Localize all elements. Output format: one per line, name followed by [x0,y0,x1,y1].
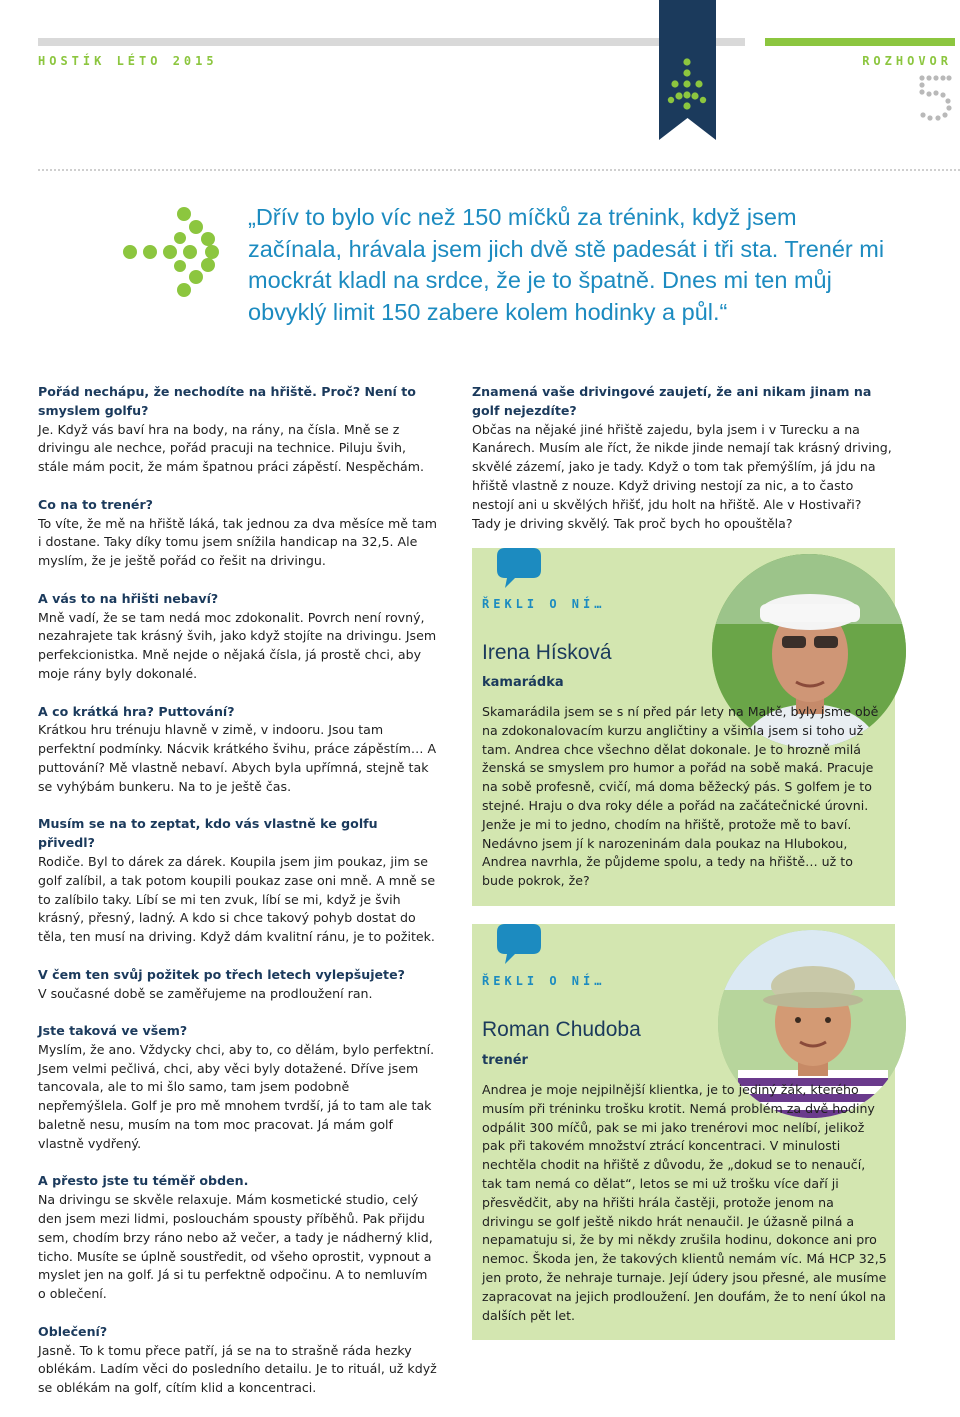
answer: Jasně. To k tomu přece patří, já se na to strašně ráda hezky oblékám. Ladím věci do posledního detailu. Je to rituál, už když se oblékám na golf, cítím klid a koncentraci. [38,1342,437,1396]
answer: Je. Když vás baví hra na body, na rány, na čísla. Mně se z drivingu ale nechce, pořád pracuji na technice. Piluju švih, stále mám pocit, že mám špatnou práci zápěstí. Nespěchám. [38,421,425,475]
person-name: Irena Hísková [482,641,612,664]
question: V čem ten svůj požitek po třech letech vylepšujete? [38,966,405,982]
header-bar-grey [38,38,745,46]
answer: Mně vadí, že se tam nedá moc zdokonalit. Povrch není rovný, nezahrajete tak krásný švih, jako když stojíte na drivingu. Jsem perfekcionistka. Mně nejde o nějaká čísla, já prostě chci, aby moje rány byly dokonalé. [38,609,437,681]
issue-label: HOSTÍK LÉTO 2015 [38,54,218,68]
person-role: kamarádka [482,675,564,690]
qa-block [38,966,438,1004]
interview-left-column [38,383,438,1417]
pull-quote: „Dřív to bylo víc než 150 míčků za trénink, když jsem začínala, hrávala jsem jich dvě stě padesát i tři sta. Trenér mi mockrát kladl na srdce, že je to špatně. Dnes mi ten můj obvyklý limit 150 zabere kolem hodinky a půl.“ [248,204,885,325]
question: Co na to trenér? [38,496,153,512]
answer: Rodiče. Byl to dárek za dárek. Koupila jsem jim poukaz, jim se golf zalíbil, a tak potom koupili poukaz zase oni mně. A mně se to zalíbilo taky. Líbí se mi ten zvuk, líbí se mi, když je švih krásný, přesný, ladný. A kdo si chce takový pohyb dostat do těla, ten musí na driving. Když dám kvalitní ránu, je to požitek. [38,853,436,945]
question: A co krátká hra? Puttování? [38,703,235,719]
qa-block [38,815,438,947]
qa-block [38,703,438,797]
page-number-dots [918,74,952,122]
person-role: trenér [482,1053,528,1068]
speech-bubble-icon [497,924,541,964]
qa-block [472,383,892,533]
person-name: Roman Chudoba [482,1018,641,1041]
question: Znamená vaše drivingové zaujetí, že ani nikam jinam na golf nejezdíte? [472,384,872,418]
question: Pořád nechápu, že nechodíte na hřiště. Proč? Není to smyslem golfu? [38,384,416,418]
box-label: ŘEKLI O NÍ… [482,974,606,988]
question: Musím se na to zeptat, kdo vás vlastně ke golfu přivedl? [38,816,378,851]
qa-block [38,1022,438,1154]
question: Oblečení? [38,1323,108,1339]
header-divider [38,169,960,171]
box-label: ŘEKLI O NÍ… [482,597,606,611]
question: A přesto jste tu téměř obden. [38,1173,249,1189]
answer: Na drivingu se skvěle relaxuje. Mám kosmetické studio, celý den jsem mezi lidmi, poslouchám spousty příběhů. Pak přijdu sem, chodím brzy ráno nebo až večer, a tady je nádherný klid, ticho. Musíte se úplně soustředit, od všeho oprostit, vypnout a myslet jen na golf. Já si tu perfektně odpočinu. A to nemluvím o oblečení. [38,1192,433,1302]
answer: V současné době se zaměřujeme na prodloužení ran. [38,985,373,1001]
qa-block [38,383,438,477]
answer: Občas na nějaké jiné hřiště zajedu, byla jsem i v Turecku a na Kanárech. Musím ale říct, že nikde jinde nemají tak krásný driving, skvělé zázemí, jako je tady. Když o tom tak přemýšlím, já jdu na hřiště vlastně z nouze. Když driving nestojí za nic, a to často nestojí ani u skvělých hřišť, jdu holt na hřiště. Ale v Hostivaři? Tady je driving skvělý. Tak proč bych ho opouštěla? [472,421,892,531]
qa-block [38,1323,438,1398]
speech-bubble-icon [497,548,541,588]
testimonial-text: Andrea je moje nejpilnější klientka, je to jediný žák, kterého musím při tréninku trošku krotit. Nemá problém za dvě hodiny odpálit 300 míčů, pak se mi jako trenérovi moc nelíbí, jelikož pak při takovém množství ztrácí koncentraci. V minulosti nechtěla chodit na hřiště z důvodu, že „dokud se to nenaučí, tak tam nemá co dělat“, letos se mi už trošku více daří ji přesvědčit, aby na hřišti hrála častěji, protože jenom na drivingu se golf ještě nikdo hrát nenaučil. Je úžasně pilná a nepamatuju si, že by mi někdy zrušila hodinu, dokonce ani pro nemoc. Škoda jen, že takových klientů nemám víc. Má HCP 32,5 jen proto, že nehraje turnaje. Její údery jsou přesné, ale musíme zapracovat na jejich prodloužení. Jen doufám, že to není úkol na dalších pět let. [482,1082,887,1323]
answer: Krátkou hru trénuju hlavně v zimě, v indooru. Jsou tam perfektní podmínky. Nácvik krátkého švihu, práce zápěstím… A puttování? Mě vlastně nebaví. Abych byla upřímná, stejně tak se vyhýbám bunkeru. Na to je ještě čas. [38,722,437,794]
answer: To víte, že mě na hřiště láká, tak jednou za dva měsíce mě tam i dostane. Taky díky tomu jsem snížila handicap na 32,5. Ale myslím, že je ještě pořád co řešit na drivingu. [38,515,437,569]
question: Jste taková ve všem? [38,1023,188,1039]
qa-block [38,1172,438,1304]
section-label: ROZHOVOR [862,54,952,68]
question: A vás to na hřišti nebaví? [38,590,219,606]
answer: Myslím, že ano. Vždycky chci, aby to, co dělám, bylo perfektní. Jsem velmi pečlivá, chci, aby věci byly dotažené. Dříve jsem tancovala, ale to mi šlo samo, tam jsem podobně nepřemýšlela. Golf je pro mě mnohem tvrdší, já to tam ale tak baletně nesu, musím na tom moc pracovat. Já mám golf vlastně vydřený. [38,1041,435,1151]
header-bar-green [765,38,955,46]
bookmark-ribbon [659,0,716,140]
qa-block [38,496,438,571]
testimonial-text: Skamarádila jsem se s ní před pár lety na Maltě, byly jsme obě na zdokonalovacím kurzu angličtiny a všimla jsem si toho už tam. Andrea chce všechno dělat dokonale. Je to hrozně milá ženská se smyslem pro humor a pořád na sobě maká. Pracuje na sobě profesně, cvičí, má doma běžecký pás. S golfem je to stejné. Hraju o dva roky déle a pořád na začátečnické úrovni. Jenže je mi to jedno, chodím na hřiště, protože mě to baví. Nedávno jsem jí k narozeninám dala poukaz na Hlubokou, Andrea navrhla, že půjdeme spolu, a tedy na hřiště… už to bude pokrok, že? [482,704,879,889]
qa-block [38,590,438,684]
dot-arrow-icon [120,204,232,300]
interview-right-column [472,383,892,552]
